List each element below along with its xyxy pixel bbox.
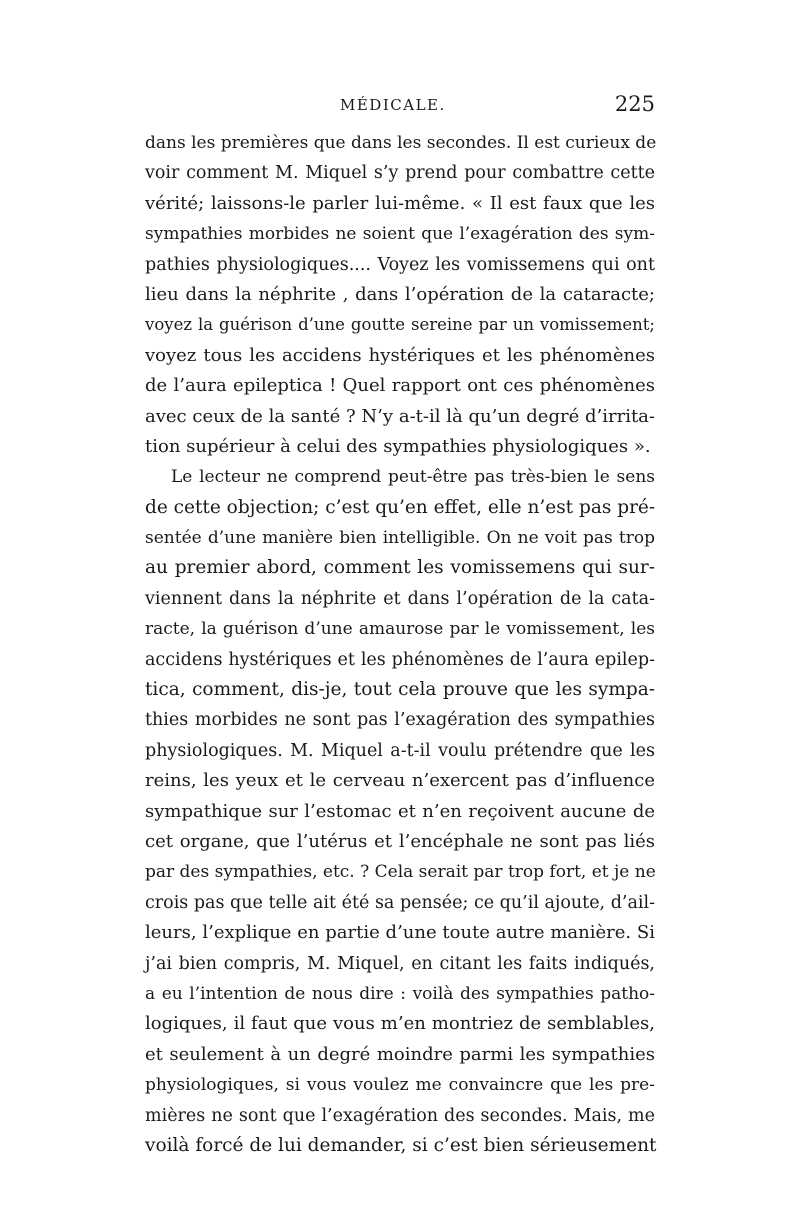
text-line: physiologiques. M. Miquel a-t-il voulu prétendre que les: [145, 740, 655, 761]
text-line: dans les premières que dans les secondes. Il est curieux de: [145, 133, 657, 153]
text-line: reins, les yeux et le cerveau n’exercent pas d’influence: [145, 770, 655, 792]
text-line: avec ceux de la santé ? N’y a-t-il là qu’un degré d’irrita-: [145, 405, 655, 427]
text-line: accidens hystériques et les phénomènes de l’aura epilep-: [145, 649, 655, 670]
text-line: de l’aura epileptica ! Quel rapport ont ces phénomènes: [145, 375, 655, 397]
text-line: Le lecteur ne comprend peut-être pas très-bien le sens: [171, 467, 655, 488]
text-line: sympathies morbides ne soient que l’exagération des sym-: [145, 224, 655, 245]
body-text: [145, 128, 655, 1161]
text-line: j’ai bien compris, M. Miquel, en citant les faits indiqués,: [145, 953, 655, 974]
text-line: sentée d’une manière bien intelligible. On ne voit pas trop: [145, 528, 655, 549]
page-number: 225: [614, 92, 655, 116]
page-header: [145, 92, 655, 120]
text-line: de cette objection; c’est qu’en effet, elle n’est pas pré-: [145, 496, 656, 518]
text-line: lieu dans la néphrite , dans l’opération de la cataracte;: [145, 283, 655, 305]
text-line: pathies physiologiques.... Voyez les vomissemens qui ont: [145, 254, 655, 275]
running-head: MÉDICALE.: [340, 96, 446, 114]
text-line: viennent dans la néphrite et dans l’opération de la cata-: [145, 588, 655, 609]
text-line: voyez tous les accidens hystériques et les phénomènes: [145, 344, 655, 366]
text-line: thies morbides ne sont pas l’exagération des sympathies: [145, 710, 655, 731]
text-line: physiologiques, si vous voulez me convaincre que les pre-: [145, 1075, 655, 1096]
text-line: a eu l’intention de nous dire : voilà des sympathies patho-: [145, 983, 655, 1004]
text-line: tion supérieur à celui des sympathies physiologiques ».: [145, 435, 651, 457]
text-line: vérité; laissons-le parler lui-même. « Il est faux que les: [145, 192, 655, 214]
text-line: leurs, l’explique en partie d’une toute autre manière. Si: [145, 922, 655, 944]
text-line: crois pas que telle ait été sa pensée; ce qu’il ajoute, d’ail-: [145, 892, 655, 913]
text-line: par des sympathies, etc. ? Cela serait par trop fort, et je ne: [145, 862, 656, 883]
text-line: voir comment M. Miquel s’y prend pour combattre cette: [145, 163, 655, 184]
text-line: cet organe, que l’utérus et l’encéphale ne sont pas liés: [145, 830, 655, 852]
text-line: au premier abord, comment les vomissemens qui sur-: [145, 557, 655, 579]
text-line: voilà forcé de lui demander, si c’est bien sérieusement: [145, 1134, 657, 1156]
text-line: sympathique sur l’estomac et n’en reçoivent aucune de: [145, 800, 655, 822]
text-line: mières ne sont que l’exagération des secondes. Mais, me: [145, 1105, 655, 1126]
text-line: et seulement à un degré moindre parmi les sympathies: [145, 1043, 655, 1065]
text-line: racte, la guérison d’une amaurose par le vomissement, les: [145, 619, 655, 640]
text-line: logiques, il faut que vous m’en montriez de semblables,: [145, 1013, 655, 1035]
text-line: voyez la guérison d’une goutte sereine par un vomissement;: [145, 315, 655, 335]
text-line: tica, comment, dis-je, tout cela prouve que les sympa-: [145, 679, 655, 701]
